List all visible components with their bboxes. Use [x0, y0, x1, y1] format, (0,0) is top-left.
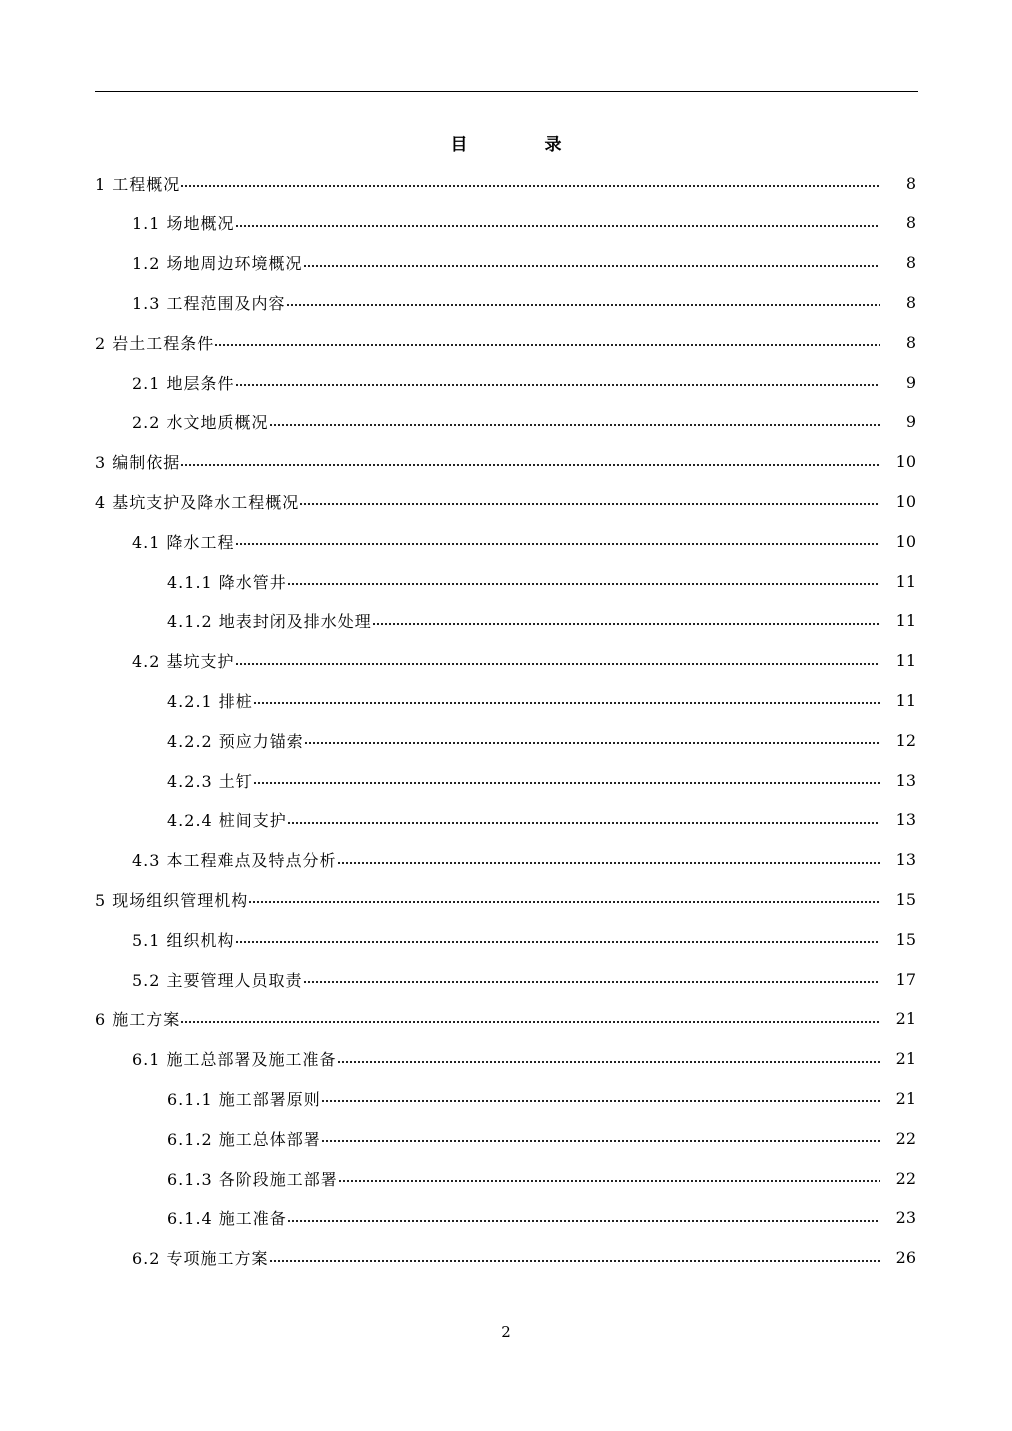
toc-entry-page: 22: [895, 1168, 916, 1188]
toc-entry-page: 13: [895, 810, 916, 830]
toc-dot-leader: [253, 782, 880, 784]
toc-entry-page: 26: [895, 1248, 916, 1268]
toc-dot-leader: [304, 742, 880, 744]
toc-dot-leader: [287, 1220, 880, 1222]
toc-entry[interactable]: [167, 720, 916, 760]
toc-dot-leader: [337, 1061, 880, 1063]
toc-entry-label: 4.2.3 土钉: [167, 771, 253, 791]
toc-dot-leader: [235, 384, 880, 386]
toc-entry-label: 4.2 基坑支护: [132, 652, 235, 672]
toc-entry[interactable]: [132, 282, 916, 322]
toc-dot-leader: [180, 1021, 880, 1023]
toc-entry-page: 11: [895, 571, 916, 591]
toc-entry-page: 8: [905, 332, 916, 352]
toc-entry-page: 11: [895, 690, 916, 710]
toc-dot-leader: [180, 464, 880, 466]
toc-entry-label: 1.2 场地周边环境概况: [132, 254, 303, 274]
toc-entry-page: 9: [905, 372, 916, 392]
toc-dot-leader: [287, 822, 880, 824]
toc-entry-page: 21: [895, 1088, 916, 1108]
toc-dot-leader: [214, 344, 880, 346]
toc-dot-leader: [248, 901, 880, 903]
toc-entry[interactable]: [167, 1078, 916, 1118]
toc-dot-leader: [338, 1180, 880, 1182]
toc-dot-leader: [321, 1100, 880, 1102]
toc-entry-label: 6.1 施工总部署及施工准备: [132, 1050, 337, 1070]
toc-entry-label: 6 施工方案: [95, 1010, 181, 1030]
toc-entry-label: 1.3 工程范围及内容: [132, 293, 286, 313]
toc-entry-label: 4.2.2 预应力锚索: [167, 731, 304, 751]
toc-dot-leader: [299, 503, 880, 505]
toc-entry[interactable]: [132, 641, 916, 681]
toc-entry-page: 8: [905, 253, 916, 273]
toc-entry[interactable]: [95, 879, 916, 919]
toc-dot-leader: [303, 981, 880, 983]
toc-dot-leader: [337, 862, 880, 864]
toc-dot-leader: [235, 663, 880, 665]
toc-entry[interactable]: [95, 481, 916, 521]
toc-entry[interactable]: [167, 601, 916, 641]
toc-entry[interactable]: [167, 1158, 916, 1198]
toc-entry-page: 21: [895, 1009, 916, 1029]
toc-entry[interactable]: [167, 680, 916, 720]
toc-entry-page: 10: [895, 491, 916, 511]
toc-entry-label: 4.1.2 地表封闭及排水处理: [167, 612, 372, 632]
toc-entry[interactable]: [132, 959, 916, 999]
toc-entry[interactable]: [167, 561, 916, 601]
toc-entry-label: 6.1.3 各阶段施工部署: [167, 1169, 338, 1189]
toc-entry[interactable]: [132, 1238, 916, 1278]
toc-entry-label: 6.1.2 施工总体部署: [167, 1129, 321, 1149]
toc-entry[interactable]: [95, 999, 916, 1039]
toc-entry[interactable]: [167, 800, 916, 840]
toc-dot-leader: [235, 543, 880, 545]
toc-dot-leader: [372, 623, 880, 625]
toc-entry-label: 2.2 水文地质概况: [132, 413, 269, 433]
toc-entry[interactable]: [132, 243, 916, 283]
toc-entry[interactable]: [95, 163, 916, 203]
toc-dot-leader: [303, 265, 880, 267]
toc-entry-label: 4.1.1 降水管井: [167, 572, 287, 592]
toc-dot-leader: [287, 583, 880, 585]
toc-dot-leader: [235, 225, 880, 227]
toc-entry-label: 6.2 专项施工方案: [132, 1249, 269, 1269]
toc-dot-leader: [180, 185, 880, 187]
toc-entry-label: 3 编制依据: [95, 453, 181, 473]
toc-entry-page: 13: [895, 770, 916, 790]
toc-entry-label: 4.2.1 排桩: [167, 691, 253, 711]
page-number: 2: [501, 1323, 511, 1341]
toc-entry-label: 5.2 主要管理人员取责: [132, 970, 303, 990]
toc-entry-label: 5 现场组织管理机构: [95, 890, 249, 910]
toc-entry-label: 4 基坑支护及降水工程概况: [95, 492, 300, 512]
toc-entry-page: 21: [895, 1049, 916, 1069]
toc-entry-label: 4.2.4 桩间支护: [167, 811, 287, 831]
toc-entry-page: 8: [905, 292, 916, 312]
toc-entry-label: 2 岩土工程条件: [95, 333, 215, 353]
toc-entry[interactable]: [167, 760, 916, 800]
toc-entry-page: 8: [905, 213, 916, 233]
toc-dot-leader: [321, 1140, 880, 1142]
toc-entry[interactable]: [132, 521, 916, 561]
toc-entry[interactable]: [132, 1039, 916, 1079]
toc-entry-label: 4.1 降水工程: [132, 532, 235, 552]
toc-entry-page: 11: [895, 651, 916, 671]
toc-entry-label: 6.1.1 施工部署原则: [167, 1089, 321, 1109]
toc-entry[interactable]: [95, 442, 916, 482]
toc-entry-page: 12: [895, 730, 916, 750]
toc-entry-label: 1 工程概况: [95, 174, 181, 194]
header-rule: [95, 91, 918, 92]
toc-entry[interactable]: [167, 1118, 916, 1158]
toc-entry-label: 2.1 地层条件: [132, 373, 235, 393]
toc-entry-label: 1.1 场地概况: [132, 214, 235, 234]
toc-dot-leader: [269, 1260, 880, 1262]
toc-entry-label: 4.3 本工程难点及特点分析: [132, 851, 337, 871]
toc-dot-leader: [235, 941, 880, 943]
toc-entry[interactable]: [167, 1198, 916, 1238]
toc-entry[interactable]: [132, 203, 916, 243]
toc-entry[interactable]: [132, 362, 916, 402]
toc-dot-leader: [253, 702, 880, 704]
toc-dot-leader: [286, 304, 880, 306]
toc-dot-leader: [269, 424, 880, 426]
toc-entry-page: 11: [895, 611, 916, 631]
toc-entry[interactable]: [95, 322, 916, 362]
toc-entry-page: 17: [895, 969, 916, 989]
toc-entry-page: 23: [895, 1208, 916, 1228]
toc-title: 目 录: [450, 135, 592, 155]
toc-entry-page: 15: [895, 929, 916, 949]
toc-entry-page: 22: [895, 1128, 916, 1148]
toc-entry-page: 13: [895, 850, 916, 870]
toc-entry-page: 9: [905, 412, 916, 432]
toc-entry[interactable]: [132, 402, 916, 442]
toc-entry[interactable]: [132, 840, 916, 880]
toc-entry-label: 5.1 组织机构: [132, 930, 235, 950]
toc-entry-page: 10: [895, 452, 916, 472]
toc-entry-label: 6.1.4 施工准备: [167, 1209, 287, 1229]
toc-entry-page: 15: [895, 889, 916, 909]
toc-entry-page: 10: [895, 531, 916, 551]
toc-entry-page: 8: [905, 173, 916, 193]
toc-entry[interactable]: [132, 919, 916, 959]
